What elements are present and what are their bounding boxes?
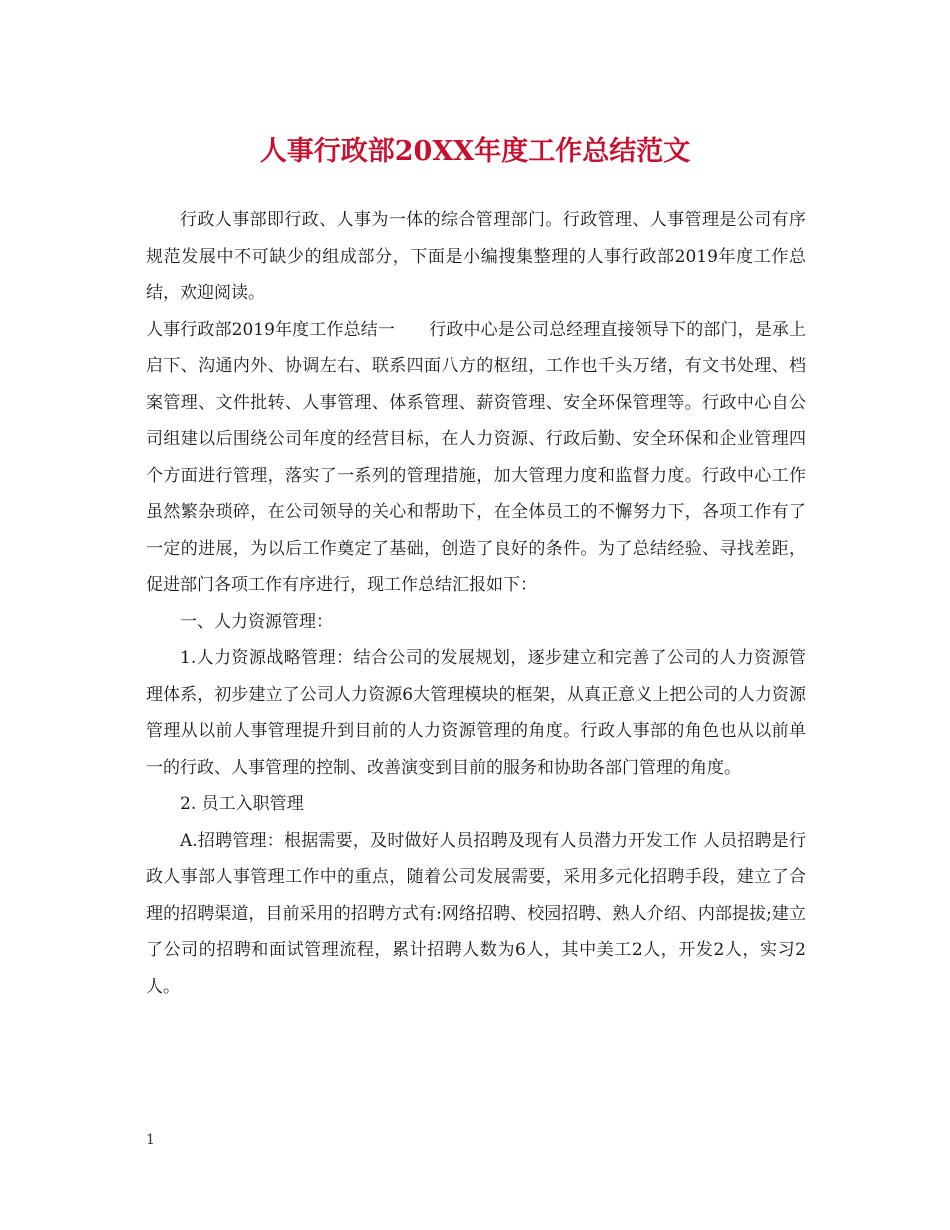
recruitment-paragraph: A.招聘管理：根据需要，及时做好人员招聘及现有人员潜力开发工作 人员招聘是行政人事部人事管理工作中的重点，随着公司发展需要，采用多元化招聘手段，建立了合理的招聘渠道，目前采用的招聘方式有:网络招聘、校园招聘、熟人介绍、内部提拔;建立了公司的招聘和面试管理流程，累计招聘人数为6人，其中美工2人，开发2人，实习2人。: [146, 830, 806, 997]
summary-paragraph: 人事行政部2019年度工作总结一 行政中心是公司总经理直接领导下的部门，是承上启下、沟通内外、协调左右、联系四面八方的枢纽，工作也千头万绪，有文书处理、档案管理、文件批转、人事管理、体系管理、薪资管理、安全环保管理等。行政中心自公司组建以后围绕公司年度的经营目标，在人力资源、行政后勤、安全环保和企业管理四个方面进行管理，落实了一系列的管理措施，加大管理力度和监督力度。行政中心工作虽然繁杂琐碎，在公司领导的关心和帮助下，在全体员工的不懈努力下，各项工作有了一定的进展，为以后工作奠定了基础，创造了良好的条件。为了总结经验、寻找差距，促进部门各项工作有序进行，现工作总结汇报如下：: [146, 319, 806, 595]
page-number: 1: [146, 1132, 155, 1148]
section-heading-hr: 一、人力资源管理：: [180, 611, 333, 632]
document-body: [146, 202, 806, 1005]
document-title: 人事行政部20XX年度工作总结范文: [259, 136, 691, 167]
intro-paragraph: 行政人事部即行政、人事为一体的综合管理部门。行政管理、人事管理是公司有序规范发展中不可缺少的组成部分，下面是小编搜集整理的人事行政部2019年度工作总结，欢迎阅读。: [146, 210, 806, 303]
hr-strategy-paragraph: 1.人力资源战略管理：结合公司的发展规划，逐步建立和完善了公司的人力资源管理体系，初步建立了公司人力资源6大管理模块的框架，从真正意义上把公司的人力资源管理从以前人事管理提升到目前的人力资源管理的角度。行政人事部的角色也从以前单一的行政、人事管理的控制、改善演变到目前的服务和协助各部门管理的角度。: [146, 648, 806, 778]
onboarding-heading: 2. 员工入职管理: [180, 794, 304, 814]
